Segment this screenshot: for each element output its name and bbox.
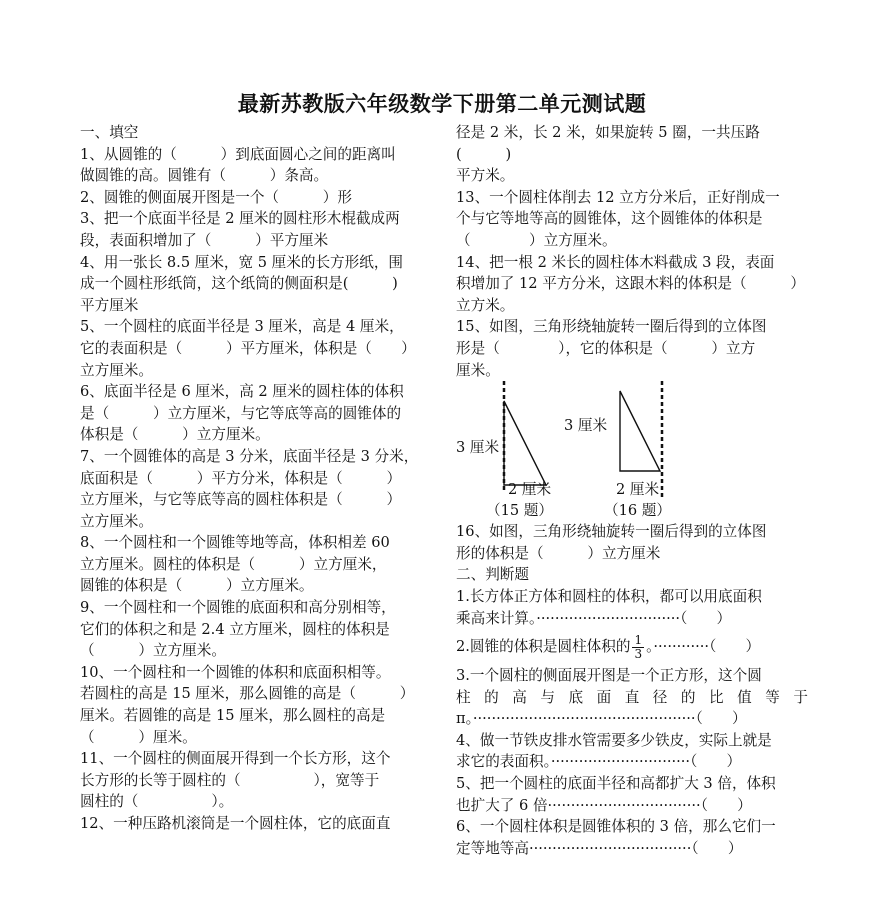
right-column (456, 122, 808, 859)
text-line: 平方厘米 (80, 296, 139, 314)
text-line: 3、把一个底面半径是 2 厘米的圆柱形木棍截成两 (80, 210, 400, 228)
text-line: 体积是（ ）立方厘米。 (80, 426, 270, 444)
triangle-15 (504, 401, 546, 485)
text-line: 底面积是（ ）平方分米，体积是（ ） (80, 469, 402, 487)
text-line: 5、把一个圆柱的底面半径和高都扩大 3 倍，体积 (456, 775, 776, 793)
triangle-16 (620, 391, 660, 471)
fig16-base-label: 2 厘米 (616, 481, 660, 499)
text-line: 厘米。若圆锥的高是 15 厘米，那么圆柱的高是 (80, 707, 386, 725)
text-line: 13、一个圆柱体削去 12 立方分米后，正好削成一 (456, 188, 780, 206)
text-line: 14、把一根 2 米长的圆柱体木料截成 3 段，表面 (456, 253, 775, 271)
text-line: 长方形的长等于圆柱的（ ），宽等于 (80, 771, 380, 789)
text-line: 立方厘米。圆柱的体积是（ ）立方厘米， (80, 555, 387, 573)
text-line: 平方米。 (456, 167, 515, 185)
judgement-question-2 (456, 629, 808, 665)
text-line: 立方厘米，与它等底等高的圆柱体积是（ ） (80, 491, 402, 509)
text-line: 9、一个圆柱和一个圆锥的底面积和高分别相等， (80, 599, 396, 617)
text-line: 1.长方体正方体和圆柱的体积，都可以用底面积 (456, 587, 762, 605)
text-line: 厘米。 (456, 361, 500, 379)
text-line: 5、一个圆柱的底面半径是 3 厘米，高是 4 厘米， (80, 318, 404, 336)
text-line: 2、圆锥的侧面展开图是一个（ ）形 (80, 188, 352, 206)
fraction-numerator: 1 (634, 632, 643, 647)
text-line: 是（ ）立方厘米，与它等底等高的圆锥体的 (80, 404, 402, 422)
text-line: 15、如图，三角形绕轴旋转一圈后得到的立体图 (456, 318, 767, 336)
fraction-denominator: 3 (634, 646, 643, 661)
text-line: 1、从圆锥的（ ）到底面圆心之间的距离叫 (80, 145, 396, 163)
rotation-figures (456, 381, 808, 521)
text-line: 11、一个圆柱的侧面展开得到一个长方形，这个 (80, 750, 391, 768)
fraction-one-third (632, 634, 644, 661)
text-line: 若圆柱的高是 15 厘米，那么圆锥的高是（ ） (80, 685, 415, 703)
section-heading: 一、填空 (80, 124, 139, 141)
text-line: 定等地等高···································（ ） (456, 839, 743, 857)
text-line: 形是（ ），它的体积是（ ）立方 (456, 339, 756, 357)
text-line: 16、如图，三角形绕轴旋转一圈后得到的立体图 (456, 523, 767, 541)
text-line: 立方厘米。 (80, 512, 153, 530)
text-line: 立方厘米。 (80, 361, 153, 379)
text-line: 形的体积是（ ）立方厘米 (456, 544, 661, 562)
text-line: 做圆锥的高。圆锥有（ ）条高。 (80, 167, 329, 185)
text-line: 8、一个圆柱和一个圆锥等地等高，体积相差 60 (80, 534, 390, 552)
text-line: 4、用一张长 8.5 厘米，宽 5 厘米的长方形纸，围 (80, 253, 404, 271)
text-line: 6、一个圆柱体积是圆锥体积的 3 倍，那么它们一 (456, 818, 776, 836)
text-line: 径是 2 米，长 2 米，如果旋转 5 圈，一共压路( ) (456, 124, 760, 163)
text-line: （ ）立方厘米。 (80, 642, 226, 660)
text-line: 12、一种压路机滚筒是一个圆柱体，它的底面直 (80, 815, 391, 832)
text-line: 它们的体积之和是 2.4 立方厘米，圆柱的体积是 (80, 620, 390, 638)
fig15-side-label: 3 厘米 (456, 439, 500, 457)
section-heading: 二、判断题 (456, 566, 529, 584)
text-line: 3.一个圆柱的侧面展开图是一个正方形，这个圆 (456, 667, 762, 685)
text-line: 圆锥的体积是（ ）立方厘米。 (80, 577, 314, 595)
text-line: 求它的表面积。······························（ ） (456, 753, 742, 771)
text-line: 圆柱的（ ）。 (80, 793, 234, 811)
text-line: 6、底面半径是 6 厘米，高 2 厘米的圆柱体的体积 (80, 383, 404, 401)
text-line: 段，表面积增加了（ ）平方厘米 (80, 231, 329, 249)
text-line: 积增加了 12 平方分米，这跟木料的体积是（ ） (456, 275, 805, 293)
text-line: 它的表面积是（ ）平方厘米，体积是（ ） (80, 339, 416, 357)
text-line: 4、做一节铁皮排水管需要多少铁皮，实际上就是 (456, 731, 772, 749)
fig15-caption: （15 题） (486, 502, 553, 520)
text-line: 也扩大了 6 倍·································（ ） (456, 796, 752, 814)
text-line: 柱的高与底面直径的比值等于 (456, 688, 808, 706)
text-line: （ ）厘米。 (80, 728, 197, 746)
fig15-base-label: 2 厘米 (508, 481, 552, 499)
page-title: 最新苏教版六年级数学下册第二单元测试题 (237, 91, 647, 116)
text-line: （ ）立方厘米。 (456, 231, 617, 249)
left-column (80, 122, 436, 835)
q2-text: 2.圆锥的体积是圆柱体积的 (456, 638, 631, 656)
text-line: 7、一个圆锥体的高是 3 分米，底面半径是 3 分米， (80, 447, 419, 465)
text-line: π。················································（ ） (456, 710, 747, 728)
text-line: 乘高来计算。·······························（ ） (456, 609, 732, 627)
fig16-caption: （16 题） (604, 502, 671, 520)
fig16-side-label: 3 厘米 (564, 417, 608, 435)
text-line: 个与它等地等高的圆锥体，这个圆锥体的体积是 (456, 210, 763, 228)
q2-answer-bracket: 。············（ ） (646, 638, 761, 656)
text-line: 10、一个圆柱和一个圆锥的体积和底面积相等。 (80, 663, 391, 681)
text-line: 成一个圆柱形纸筒，这个纸筒的侧面积是( ) (80, 275, 398, 293)
text-line: 立方米。 (456, 296, 515, 314)
